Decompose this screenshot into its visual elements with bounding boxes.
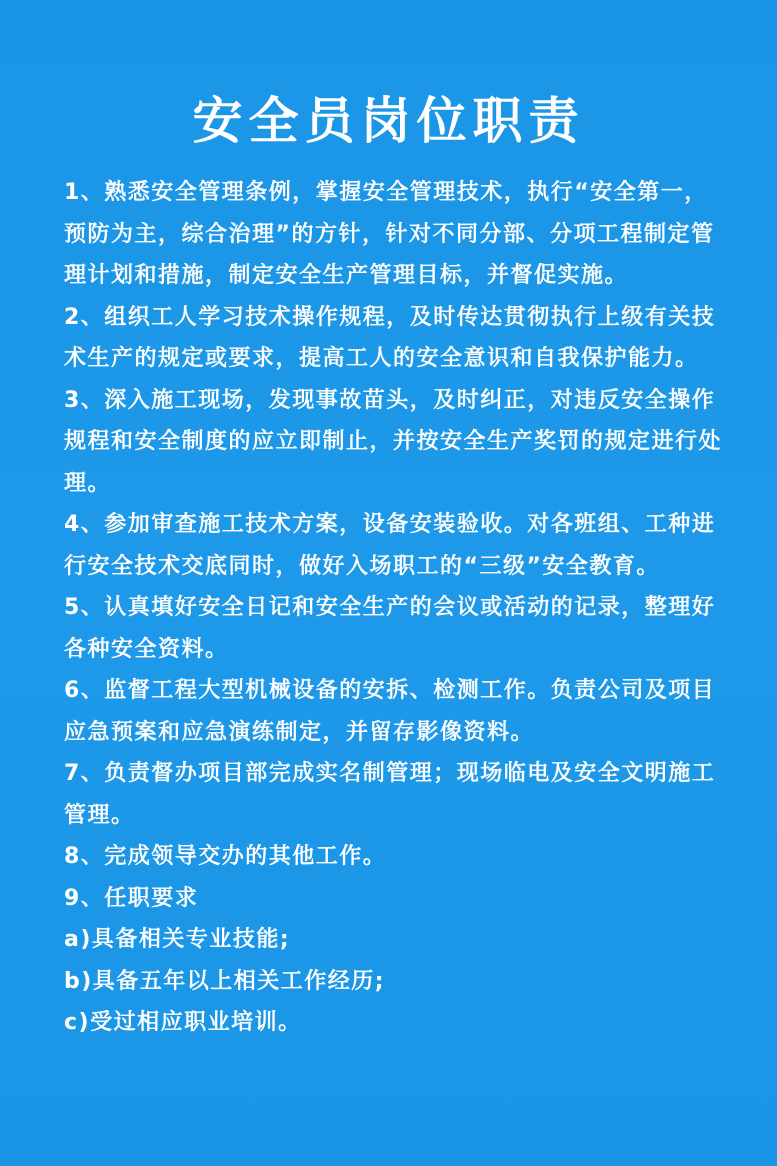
duty-item-9: 9、任职要求 xyxy=(64,885,199,911)
requirement-c: c)受过相应职业培训。 xyxy=(64,1010,302,1035)
duty-item-2: 2、组织工人学习技术操作规程，及时传达贯彻执行上级有关技术生产的规定或要求，提高工人的安全意识和自我保护能力。 xyxy=(64,304,716,371)
duty-item-1: 1、熟悉安全管理条例，掌握安全管理技术，执行“安全第一，预防为主，综合治理”的方针，针对不同分部、分项工程制定管理计划和措施，制定安全生产管理目标，并督促实施。 xyxy=(64,180,715,288)
duty-item-5: 5、认真填好安全日记和安全生产的会议或活动的记录，整理好各种安全资料。 xyxy=(64,595,716,662)
duty-item-8: 8、完成领导交办的其他工作。 xyxy=(64,844,387,869)
duty-item-6: 6、监督工程大型机械设备的安拆、检测工作。负责公司及项目应急预案和应急演练制定，并留存影像资料。 xyxy=(64,678,716,745)
duty-item-3: 3、深入施工现场，发现事故苗头，及时纠正，对违反安全操作规程和安全制度的应立即制止，并按安全生产奖罚的规定进行处理。 xyxy=(64,387,723,496)
duty-item-7: 7、负责督办项目部完成实名制管理；现场临电及安全文明施工管理。 xyxy=(64,761,716,828)
page-title: 安全员岗位职责 xyxy=(192,92,585,150)
duty-item-4: 4、参加审查施工技术方案，设备安装验收。对各班组、工种进行安全技术交底同时，做好入场职工的“三级”安全教育。 xyxy=(64,512,716,579)
requirement-b: b)具备五年以上相关工作经历; xyxy=(64,968,386,994)
duties-list xyxy=(64,172,724,1044)
requirement-a: a)具备相关专业技能; xyxy=(64,927,291,952)
